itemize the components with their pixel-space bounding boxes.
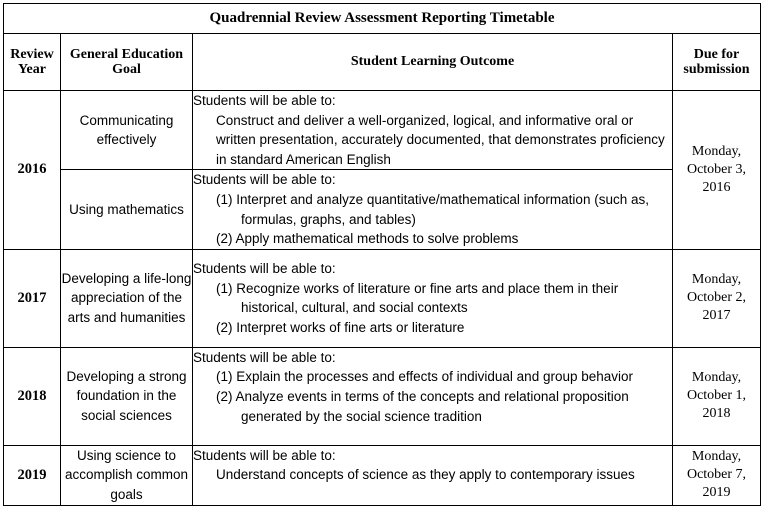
outcome-cell [193, 445, 673, 505]
table-row [4, 347, 761, 445]
review-year-cell: 2019 [4, 445, 61, 505]
header-student-learning-outcome: Student Learning Outcome [193, 34, 673, 91]
due-date-cell: Monday, October 3, 2016 [673, 91, 761, 250]
due-date-cell: Monday, October 7, 2019 [673, 445, 761, 505]
outcome-cell [193, 91, 673, 170]
outcome-item: (1) Explain the processes and effects of individual and group behavior [216, 369, 634, 385]
review-year-cell: 2017 [4, 249, 61, 347]
review-year-cell: 2016 [4, 91, 61, 250]
assessment-timetable [3, 3, 761, 506]
outcome-lead: Students will be able to: [193, 349, 336, 365]
outcome-item: (2) Interpret works of fine arts or literature [216, 319, 465, 335]
goal-cell: Developing a life-long appreciation of the arts and humanities [61, 249, 193, 347]
outcome-lead: Students will be able to: [193, 172, 336, 188]
header-review-year: Review Year [4, 34, 61, 91]
outcome-item: (1) Interpret and analyze quantitative/mathematical information (such as, formulas, graphs, and tables) [216, 191, 649, 227]
goal-cell: Communicating effectively [61, 91, 193, 170]
outcome-lead: Students will be able to: [193, 261, 336, 277]
goal-cell: Using mathematics [61, 170, 193, 249]
outcome-item: (2) Apply mathematical methods to solve problems [216, 231, 519, 247]
outcome-item: Construct and deliver a well-organized, logical, and informative oral or written presentation, accurately documented, that demonstrates proficiency in standard American English [216, 112, 665, 167]
outcome-lead: Students will be able to: [193, 447, 336, 463]
table-row [4, 445, 761, 505]
outcome-cell [193, 170, 673, 249]
table-row [4, 170, 761, 249]
outcome-item: Understand concepts of science as they apply to contemporary issues [216, 467, 635, 483]
due-date-cell: Monday, October 1, 2018 [673, 347, 761, 445]
table-row [4, 91, 761, 170]
outcome-cell [193, 249, 673, 347]
outcome-item: (2) Analyze events in terms of the concepts and relational proposition generated by the social science tradition [216, 388, 629, 424]
outcome-cell [193, 347, 673, 445]
goal-cell: Using science to accomplish common goals [61, 445, 193, 505]
header-general-education-goal: General Education Goal [61, 34, 193, 91]
outcome-item: (1) Recognize works of literature or fine arts and place them in their historical, cultural, and social contexts [216, 280, 619, 316]
header-due-for-submission: Due for submission [673, 34, 761, 91]
due-date-cell: Monday, October 2, 2017 [673, 249, 761, 347]
goal-cell: Developing a strong foundation in the social sciences [61, 347, 193, 445]
table-row [4, 249, 761, 347]
review-year-cell: 2018 [4, 347, 61, 445]
outcome-lead: Students will be able to: [193, 93, 336, 108]
table-title: Quadrennial Review Assessment Reporting Timetable [4, 4, 761, 34]
